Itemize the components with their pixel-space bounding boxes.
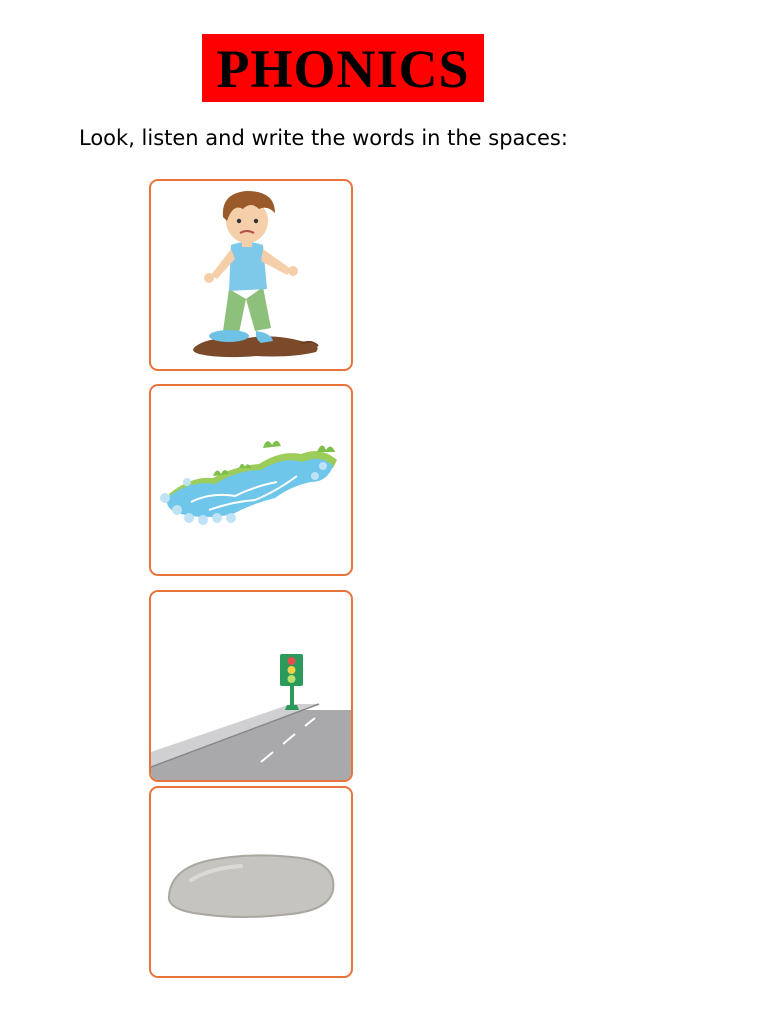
picture-card-3 [149,590,353,782]
stone-icon [151,788,351,976]
picture-card-2 [149,384,353,576]
picture-card-1 [149,179,353,371]
boy-in-mud-icon [151,181,351,369]
street-traffic-light-icon [151,592,351,780]
instruction-text: Look, listen and write the words in the spaces: [79,126,568,150]
title-banner [202,34,484,102]
stream-icon [151,386,351,574]
picture-card-4 [149,786,353,978]
page-title: PHONICS [216,39,470,99]
